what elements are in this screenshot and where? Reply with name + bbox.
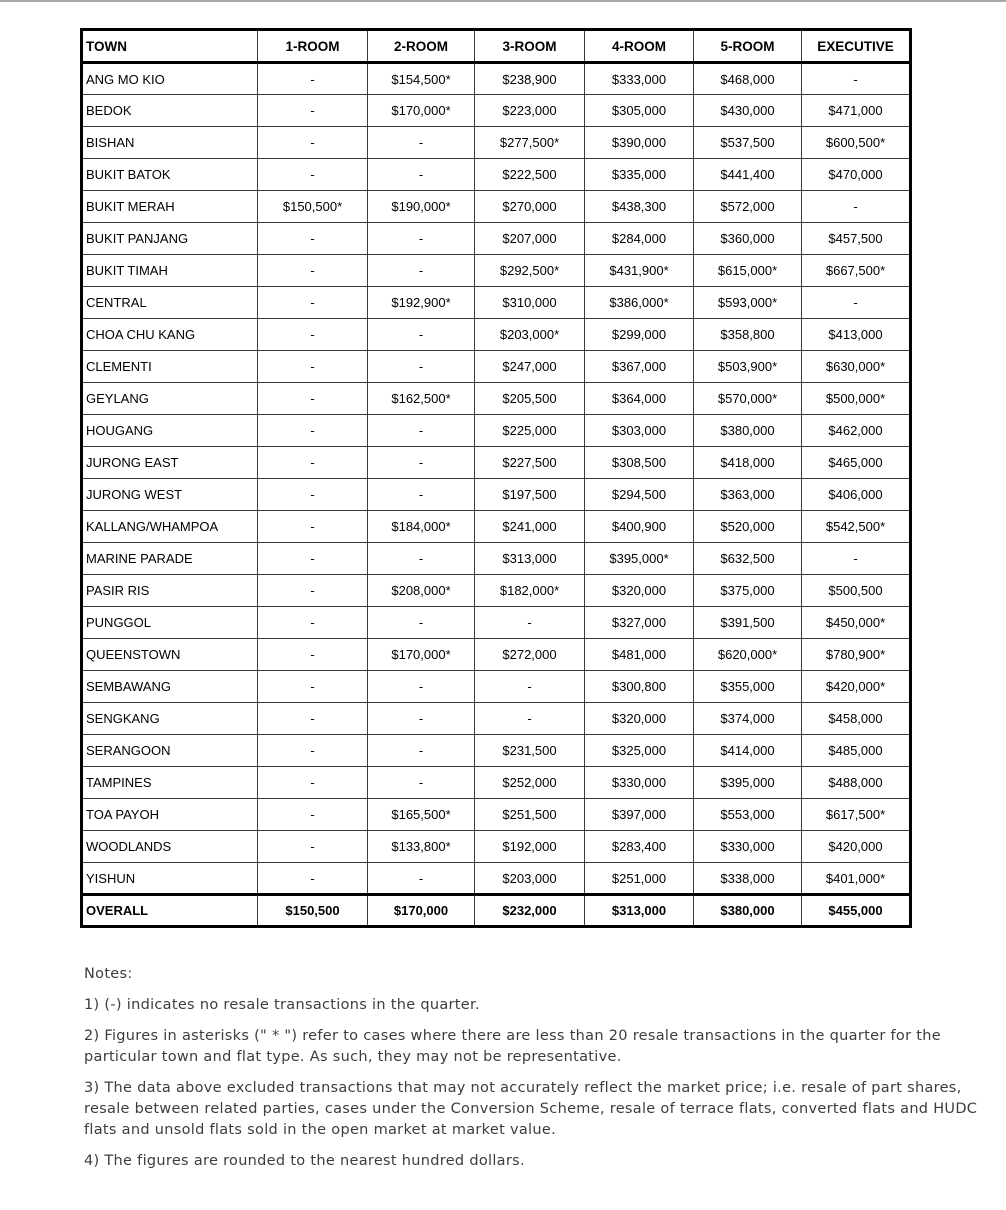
table-row xyxy=(82,319,911,351)
price-cell: - xyxy=(368,703,475,735)
town-cell: WOODLANDS xyxy=(82,831,258,863)
price-cell: $468,000 xyxy=(694,63,802,95)
price-cell: - xyxy=(368,255,475,287)
price-cell: $470,000 xyxy=(802,159,911,191)
column-header: 3-ROOM xyxy=(475,30,585,63)
town-cell: BUKIT PANJANG xyxy=(82,223,258,255)
town-cell: YISHUN xyxy=(82,863,258,895)
price-cell: $327,000 xyxy=(585,607,694,639)
table-row xyxy=(82,127,911,159)
price-cell: $232,000 xyxy=(475,895,585,927)
town-cell: BISHAN xyxy=(82,127,258,159)
price-cell: $225,000 xyxy=(475,415,585,447)
price-cell: $520,000 xyxy=(694,511,802,543)
price-cell: $600,500* xyxy=(802,127,911,159)
price-cell: $430,000 xyxy=(694,95,802,127)
price-cell: $277,500* xyxy=(475,127,585,159)
price-cell: $500,500 xyxy=(802,575,911,607)
notes-section xyxy=(84,964,998,1182)
price-cell: - xyxy=(258,255,368,287)
price-cell: - xyxy=(475,703,585,735)
column-header: 5-ROOM xyxy=(694,30,802,63)
price-cell: $462,000 xyxy=(802,415,911,447)
price-cell: $251,000 xyxy=(585,863,694,895)
town-cell: TOA PAYOH xyxy=(82,799,258,831)
price-cell: - xyxy=(258,607,368,639)
price-cell: $488,000 xyxy=(802,767,911,799)
price-cell: $238,900 xyxy=(475,63,585,95)
price-cell: - xyxy=(258,671,368,703)
price-cell: $485,000 xyxy=(802,735,911,767)
town-cell: QUEENSTOWN xyxy=(82,639,258,671)
table-row xyxy=(82,767,911,799)
note-3: 3) The data above excluded transactions that may not accurately reflect the market price; i.e. resale of part shares, resale between related parties, cases under the Conversion Scheme, resale of terrace flats, converted flats and HUDC flats and unsold flats sold in the open market at market value. xyxy=(84,1080,978,1138)
price-cell: $450,000* xyxy=(802,607,911,639)
table-row xyxy=(82,735,911,767)
price-cell: $320,000 xyxy=(585,575,694,607)
price-cell: $252,000 xyxy=(475,767,585,799)
price-cell: - xyxy=(258,415,368,447)
price-cell: - xyxy=(258,223,368,255)
price-cell: $406,000 xyxy=(802,479,911,511)
column-header: 2-ROOM xyxy=(368,30,475,63)
price-cell: $170,000* xyxy=(368,639,475,671)
price-cell: $133,800* xyxy=(368,831,475,863)
price-cell: - xyxy=(802,63,911,95)
town-cell: CHOA CHU KANG xyxy=(82,319,258,351)
price-cell: $305,000 xyxy=(585,95,694,127)
price-cell: $500,000* xyxy=(802,383,911,415)
price-cell: $413,000 xyxy=(802,319,911,351)
price-cell: - xyxy=(258,767,368,799)
town-cell: JURONG EAST xyxy=(82,447,258,479)
notes-heading: Notes: xyxy=(84,966,133,982)
price-cell: $325,000 xyxy=(585,735,694,767)
price-cell: $300,800 xyxy=(585,671,694,703)
town-cell: OVERALL xyxy=(82,895,258,927)
price-cell: - xyxy=(258,287,368,319)
price-cell: $374,000 xyxy=(694,703,802,735)
price-cell: - xyxy=(368,543,475,575)
town-cell: CENTRAL xyxy=(82,287,258,319)
price-cell: $184,000* xyxy=(368,511,475,543)
table-row xyxy=(82,191,911,223)
table-row xyxy=(82,255,911,287)
price-cell: $395,000 xyxy=(694,767,802,799)
table-row xyxy=(82,383,911,415)
price-cell: $420,000* xyxy=(802,671,911,703)
price-cell: - xyxy=(368,479,475,511)
price-cell: $438,300 xyxy=(585,191,694,223)
town-cell: ANG MO KIO xyxy=(82,63,258,95)
price-cell: $333,000 xyxy=(585,63,694,95)
price-cell: - xyxy=(368,319,475,351)
price-cell: $208,000* xyxy=(368,575,475,607)
price-cell: - xyxy=(258,543,368,575)
price-table xyxy=(80,28,912,928)
price-cell: $397,000 xyxy=(585,799,694,831)
price-cell: - xyxy=(258,127,368,159)
price-cell: $620,000* xyxy=(694,639,802,671)
price-cell: $272,000 xyxy=(475,639,585,671)
table-row xyxy=(82,95,911,127)
price-cell: $299,000 xyxy=(585,319,694,351)
price-cell: $313,000 xyxy=(475,543,585,575)
town-cell: SEMBAWANG xyxy=(82,671,258,703)
price-cell: $223,000 xyxy=(475,95,585,127)
table-row xyxy=(82,63,911,95)
table-row xyxy=(82,447,911,479)
town-cell: HOUGANG xyxy=(82,415,258,447)
price-cell: $358,800 xyxy=(694,319,802,351)
price-cell: $471,000 xyxy=(802,95,911,127)
price-cell: $380,000 xyxy=(694,415,802,447)
price-cell: - xyxy=(258,575,368,607)
price-cell: $780,900* xyxy=(802,639,911,671)
column-header: 1-ROOM xyxy=(258,30,368,63)
overall-row xyxy=(82,895,911,927)
price-cell: $455,000 xyxy=(802,895,911,927)
table-row xyxy=(82,415,911,447)
price-cell: $391,500 xyxy=(694,607,802,639)
price-cell: $364,000 xyxy=(585,383,694,415)
note-1: 1) (-) indicates no resale transactions in the quarter. xyxy=(84,997,480,1013)
price-cell: $401,000* xyxy=(802,863,911,895)
town-cell: BUKIT MERAH xyxy=(82,191,258,223)
price-cell: $207,000 xyxy=(475,223,585,255)
page-top-edge xyxy=(0,0,1006,2)
price-cell: - xyxy=(368,127,475,159)
price-cell: $615,000* xyxy=(694,255,802,287)
town-cell: TAMPINES xyxy=(82,767,258,799)
note-4: 4) The figures are rounded to the nearest hundred dollars. xyxy=(84,1153,525,1169)
town-cell: KALLANG/WHAMPOA xyxy=(82,511,258,543)
price-cell: $542,500* xyxy=(802,511,911,543)
price-cell: $330,000 xyxy=(585,767,694,799)
note-2: 2) Figures in asterisks (" * ") refer to cases where there are less than 20 resale transactions in the quarter for the particular town and flat type. As such, they may not be representative. xyxy=(84,1028,941,1065)
price-cell: $284,000 xyxy=(585,223,694,255)
price-cell: - xyxy=(802,287,911,319)
price-cell: $170,000 xyxy=(368,895,475,927)
price-cell: $418,000 xyxy=(694,447,802,479)
price-cell: $431,900* xyxy=(585,255,694,287)
price-cell: $360,000 xyxy=(694,223,802,255)
price-cell: $465,000 xyxy=(802,447,911,479)
price-cell: $570,000* xyxy=(694,383,802,415)
price-cell: $154,500* xyxy=(368,63,475,95)
table-row xyxy=(82,479,911,511)
price-cell: $150,500* xyxy=(258,191,368,223)
price-cell: $338,000 xyxy=(694,863,802,895)
price-cell: - xyxy=(368,415,475,447)
town-cell: BEDOK xyxy=(82,95,258,127)
price-cell: $632,500 xyxy=(694,543,802,575)
price-cell: $303,000 xyxy=(585,415,694,447)
price-cell: - xyxy=(258,863,368,895)
price-cell: $441,400 xyxy=(694,159,802,191)
town-cell: SERANGOON xyxy=(82,735,258,767)
town-cell: JURONG WEST xyxy=(82,479,258,511)
table-row xyxy=(82,799,911,831)
price-cell: $617,500* xyxy=(802,799,911,831)
price-cell: - xyxy=(258,799,368,831)
price-cell: $355,000 xyxy=(694,671,802,703)
price-cell: $457,500 xyxy=(802,223,911,255)
price-cell: $481,000 xyxy=(585,639,694,671)
town-cell: MARINE PARADE xyxy=(82,543,258,575)
price-cell: $335,000 xyxy=(585,159,694,191)
price-cell: $458,000 xyxy=(802,703,911,735)
town-cell: CLEMENTI xyxy=(82,351,258,383)
price-cell: $203,000 xyxy=(475,863,585,895)
price-cell: - xyxy=(258,95,368,127)
price-table-container xyxy=(80,28,912,928)
price-cell: $170,000* xyxy=(368,95,475,127)
price-cell: - xyxy=(368,767,475,799)
table-row xyxy=(82,703,911,735)
price-cell: - xyxy=(258,703,368,735)
price-cell: $190,000* xyxy=(368,191,475,223)
table-row xyxy=(82,575,911,607)
price-cell: $386,000* xyxy=(585,287,694,319)
price-cell: $400,900 xyxy=(585,511,694,543)
table-row xyxy=(82,543,911,575)
price-cell: $165,500* xyxy=(368,799,475,831)
price-cell: $363,000 xyxy=(694,479,802,511)
price-cell: $420,000 xyxy=(802,831,911,863)
town-cell: BUKIT TIMAH xyxy=(82,255,258,287)
price-cell: - xyxy=(258,511,368,543)
price-cell: $310,000 xyxy=(475,287,585,319)
price-cell: $205,500 xyxy=(475,383,585,415)
table-row xyxy=(82,863,911,895)
price-cell: - xyxy=(368,351,475,383)
town-cell: SENGKANG xyxy=(82,703,258,735)
price-cell: - xyxy=(368,671,475,703)
price-cell: $395,000* xyxy=(585,543,694,575)
table-row xyxy=(82,351,911,383)
town-cell: BUKIT BATOK xyxy=(82,159,258,191)
table-row xyxy=(82,511,911,543)
price-cell: $553,000 xyxy=(694,799,802,831)
price-cell: $247,000 xyxy=(475,351,585,383)
price-cell: - xyxy=(475,607,585,639)
price-cell: $414,000 xyxy=(694,735,802,767)
price-cell: $320,000 xyxy=(585,703,694,735)
town-cell: GEYLANG xyxy=(82,383,258,415)
price-cell: $192,000 xyxy=(475,831,585,863)
price-cell: $150,500 xyxy=(258,895,368,927)
price-cell: - xyxy=(258,383,368,415)
table-row xyxy=(82,831,911,863)
table-row xyxy=(82,159,911,191)
price-cell: $192,900* xyxy=(368,287,475,319)
price-cell: - xyxy=(368,863,475,895)
price-cell: $203,000* xyxy=(475,319,585,351)
table-row xyxy=(82,607,911,639)
price-cell: - xyxy=(258,447,368,479)
price-cell: $231,500 xyxy=(475,735,585,767)
price-cell: - xyxy=(258,831,368,863)
town-cell: PASIR RIS xyxy=(82,575,258,607)
price-cell: $390,000 xyxy=(585,127,694,159)
price-cell: - xyxy=(258,735,368,767)
price-cell: $313,000 xyxy=(585,895,694,927)
table-row xyxy=(82,287,911,319)
price-cell: $294,500 xyxy=(585,479,694,511)
price-cell: $537,500 xyxy=(694,127,802,159)
price-cell: - xyxy=(258,639,368,671)
price-cell: - xyxy=(258,63,368,95)
price-cell: $330,000 xyxy=(694,831,802,863)
price-cell: $593,000* xyxy=(694,287,802,319)
price-cell: $162,500* xyxy=(368,383,475,415)
price-cell: - xyxy=(258,159,368,191)
column-header: 4-ROOM xyxy=(585,30,694,63)
price-cell: $667,500* xyxy=(802,255,911,287)
price-cell: - xyxy=(368,223,475,255)
price-cell: - xyxy=(258,479,368,511)
price-cell: $197,500 xyxy=(475,479,585,511)
price-cell: - xyxy=(368,607,475,639)
town-cell: PUNGGOL xyxy=(82,607,258,639)
price-cell: $241,000 xyxy=(475,511,585,543)
price-cell: $375,000 xyxy=(694,575,802,607)
price-cell: - xyxy=(802,543,911,575)
price-cell: $292,500* xyxy=(475,255,585,287)
price-cell: - xyxy=(368,159,475,191)
header-row xyxy=(82,30,911,63)
price-cell: - xyxy=(258,351,368,383)
price-cell: $572,000 xyxy=(694,191,802,223)
price-cell: $380,000 xyxy=(694,895,802,927)
price-cell: $503,900* xyxy=(694,351,802,383)
price-cell: $222,500 xyxy=(475,159,585,191)
price-cell: $367,000 xyxy=(585,351,694,383)
table-row xyxy=(82,639,911,671)
price-cell: $182,000* xyxy=(475,575,585,607)
table-row xyxy=(82,671,911,703)
price-cell: $283,400 xyxy=(585,831,694,863)
price-cell: $270,000 xyxy=(475,191,585,223)
price-cell: $308,500 xyxy=(585,447,694,479)
price-cell: - xyxy=(802,191,911,223)
column-header: EXECUTIVE xyxy=(802,30,911,63)
table-row xyxy=(82,223,911,255)
price-cell: - xyxy=(258,319,368,351)
price-cell: - xyxy=(368,735,475,767)
column-header-town: TOWN xyxy=(82,30,258,63)
price-cell: $227,500 xyxy=(475,447,585,479)
price-cell: $251,500 xyxy=(475,799,585,831)
price-cell: - xyxy=(368,447,475,479)
price-cell: $630,000* xyxy=(802,351,911,383)
price-cell: - xyxy=(475,671,585,703)
